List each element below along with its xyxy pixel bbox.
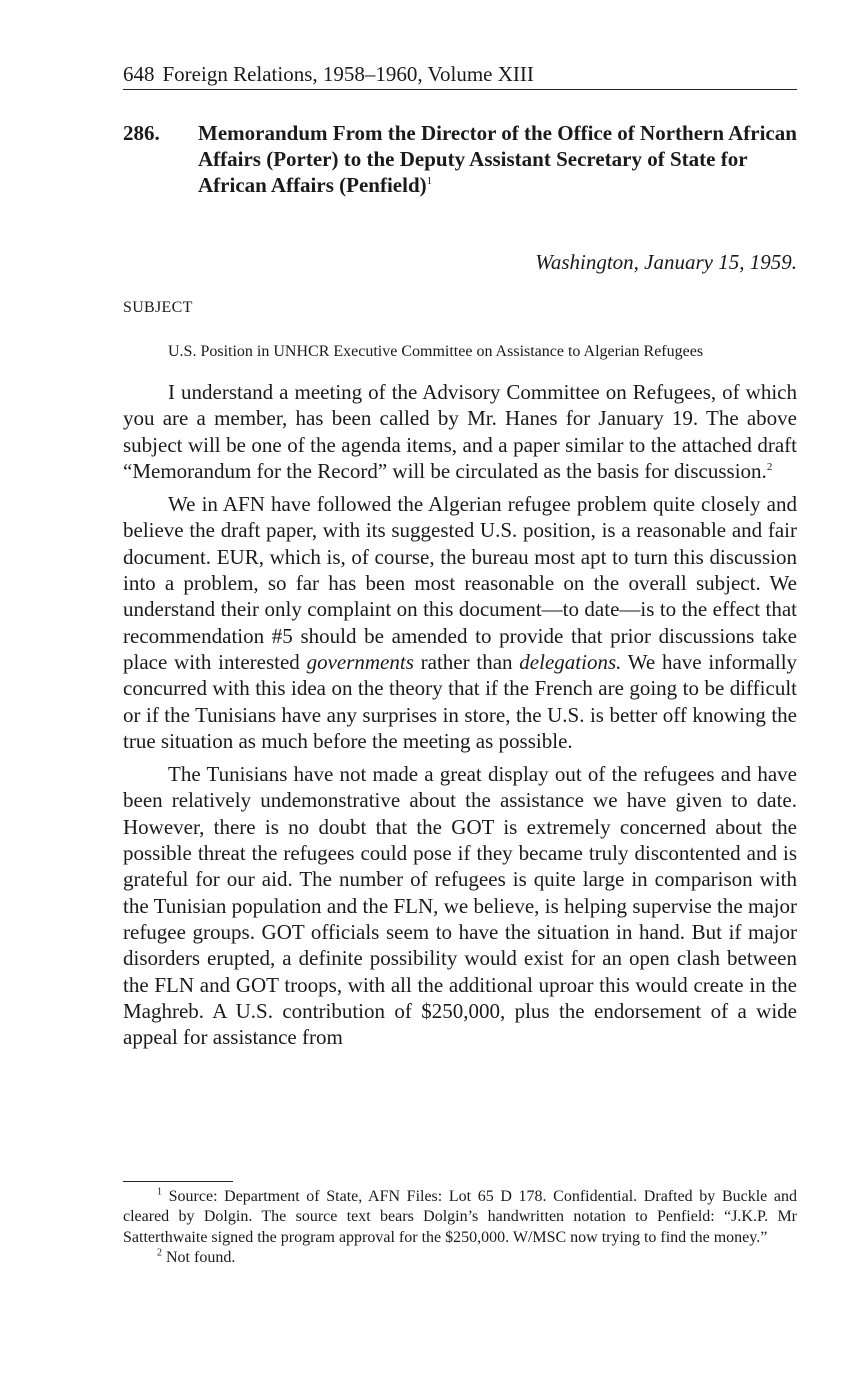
running-head	[123, 60, 797, 90]
footnote-1	[123, 1187, 797, 1248]
document-number: 286.	[123, 121, 160, 145]
footnote-2	[123, 1248, 797, 1268]
footnote-1-text: Source: Department of State, AFN Files: Lot 65 D 178. Confidential. Drafted by Buckle and cleared by Dolgin. The source text bears Dolgin’s handwritten notation to Penfield: “J.K.P. Mr Satterthwaite signed the program approval for the $250,000. W/MSC now trying to find the money.”	[123, 1188, 797, 1246]
paragraph-2-text-a: We in AFN have followed the Algerian refugee problem quite closely and believe the draft paper, with its suggested U.S. position, is a reasonable and fair document. EUR, which is, of course, the bureau most apt to turn this discussion into a problem, so far has been most reasonable on the overall subject. We understand their only complaint on this document—to date—is to the effect that recommendation #5 should be amended to provide that prior discussions take place with interested	[123, 492, 797, 674]
footnote-ref-1[interactable]: 1	[426, 175, 433, 187]
paragraph-2-text-c: rather than	[420, 649, 513, 674]
paragraph-2-italic-delegations: delegations.	[519, 649, 622, 674]
footnote-2-mark: 2	[157, 1247, 162, 1259]
volume-title: Foreign Relations, 1958–1960, Volume XIII	[162, 62, 534, 86]
paragraph-2	[123, 491, 797, 754]
paragraph-2-italic-governments: governments	[306, 649, 414, 674]
paragraph-2-text-e: We have informally concurred with this idea on the theory that if the French are going to be difficult or if the Tunisians have any surprises in store, the U.S. is better off knowing the true situation as much before the meeting as possible.	[123, 649, 798, 753]
footnote-2-text: Not found.	[166, 1248, 236, 1266]
document-title-text: Memorandum From the Director of the Office of Northern African Affairs (Porter) to the Deputy Assistant Secretary of State for African Affairs (Penfield)	[198, 121, 797, 197]
page-number: 648	[123, 62, 155, 86]
page	[123, 60, 797, 1057]
footnotes	[123, 1187, 797, 1268]
subject-label: SUBJECT	[123, 299, 193, 316]
paragraph-3: The Tunisians have not made a great display out of the refugees and have been relatively undemonstrative about the assistance we have given to date. However, there is no doubt that the GOT is extremely concerned about the possible threat the refugees could pose if they became truly discontented and is grateful for our aid. The number of refugees is quite large in comparison with the Tunisian population and the FLN, we believe, is helping supervise the major refugee groups. GOT officials seem to have the situation in hand. But if major disorders erupted, a definite possibility would exist for an open clash between the FLN and GOT troops, with all the additional uproar this would create in the Maghreb. A U.S. contribution of $250,000, plus the endorsement of a wide appeal for assistance from	[123, 762, 797, 1050]
document-title	[198, 120, 797, 198]
body-text	[123, 379, 797, 1050]
paragraph-1-text: I understand a meeting of the Advisory Committee on Refugees, of which you are a member, has been called by Mr. Hanes for January 19. The above subject will be one of the agenda items, and a paper similar to the attached draft “Memorandum for the Record” will be circulated as the basis for discussion.	[123, 380, 797, 483]
footnote-1-mark: 1	[157, 1186, 162, 1198]
footnote-divider	[123, 1181, 233, 1182]
document-heading	[123, 120, 797, 198]
subject-text: U.S. Position in UNHCR Executive Committee on Assistance to Algerian Refugees	[168, 343, 704, 360]
footnote-ref-2[interactable]: 2	[766, 460, 773, 473]
paragraph-1	[123, 379, 797, 484]
dateline: Washington, January 15, 1959.	[535, 250, 797, 274]
